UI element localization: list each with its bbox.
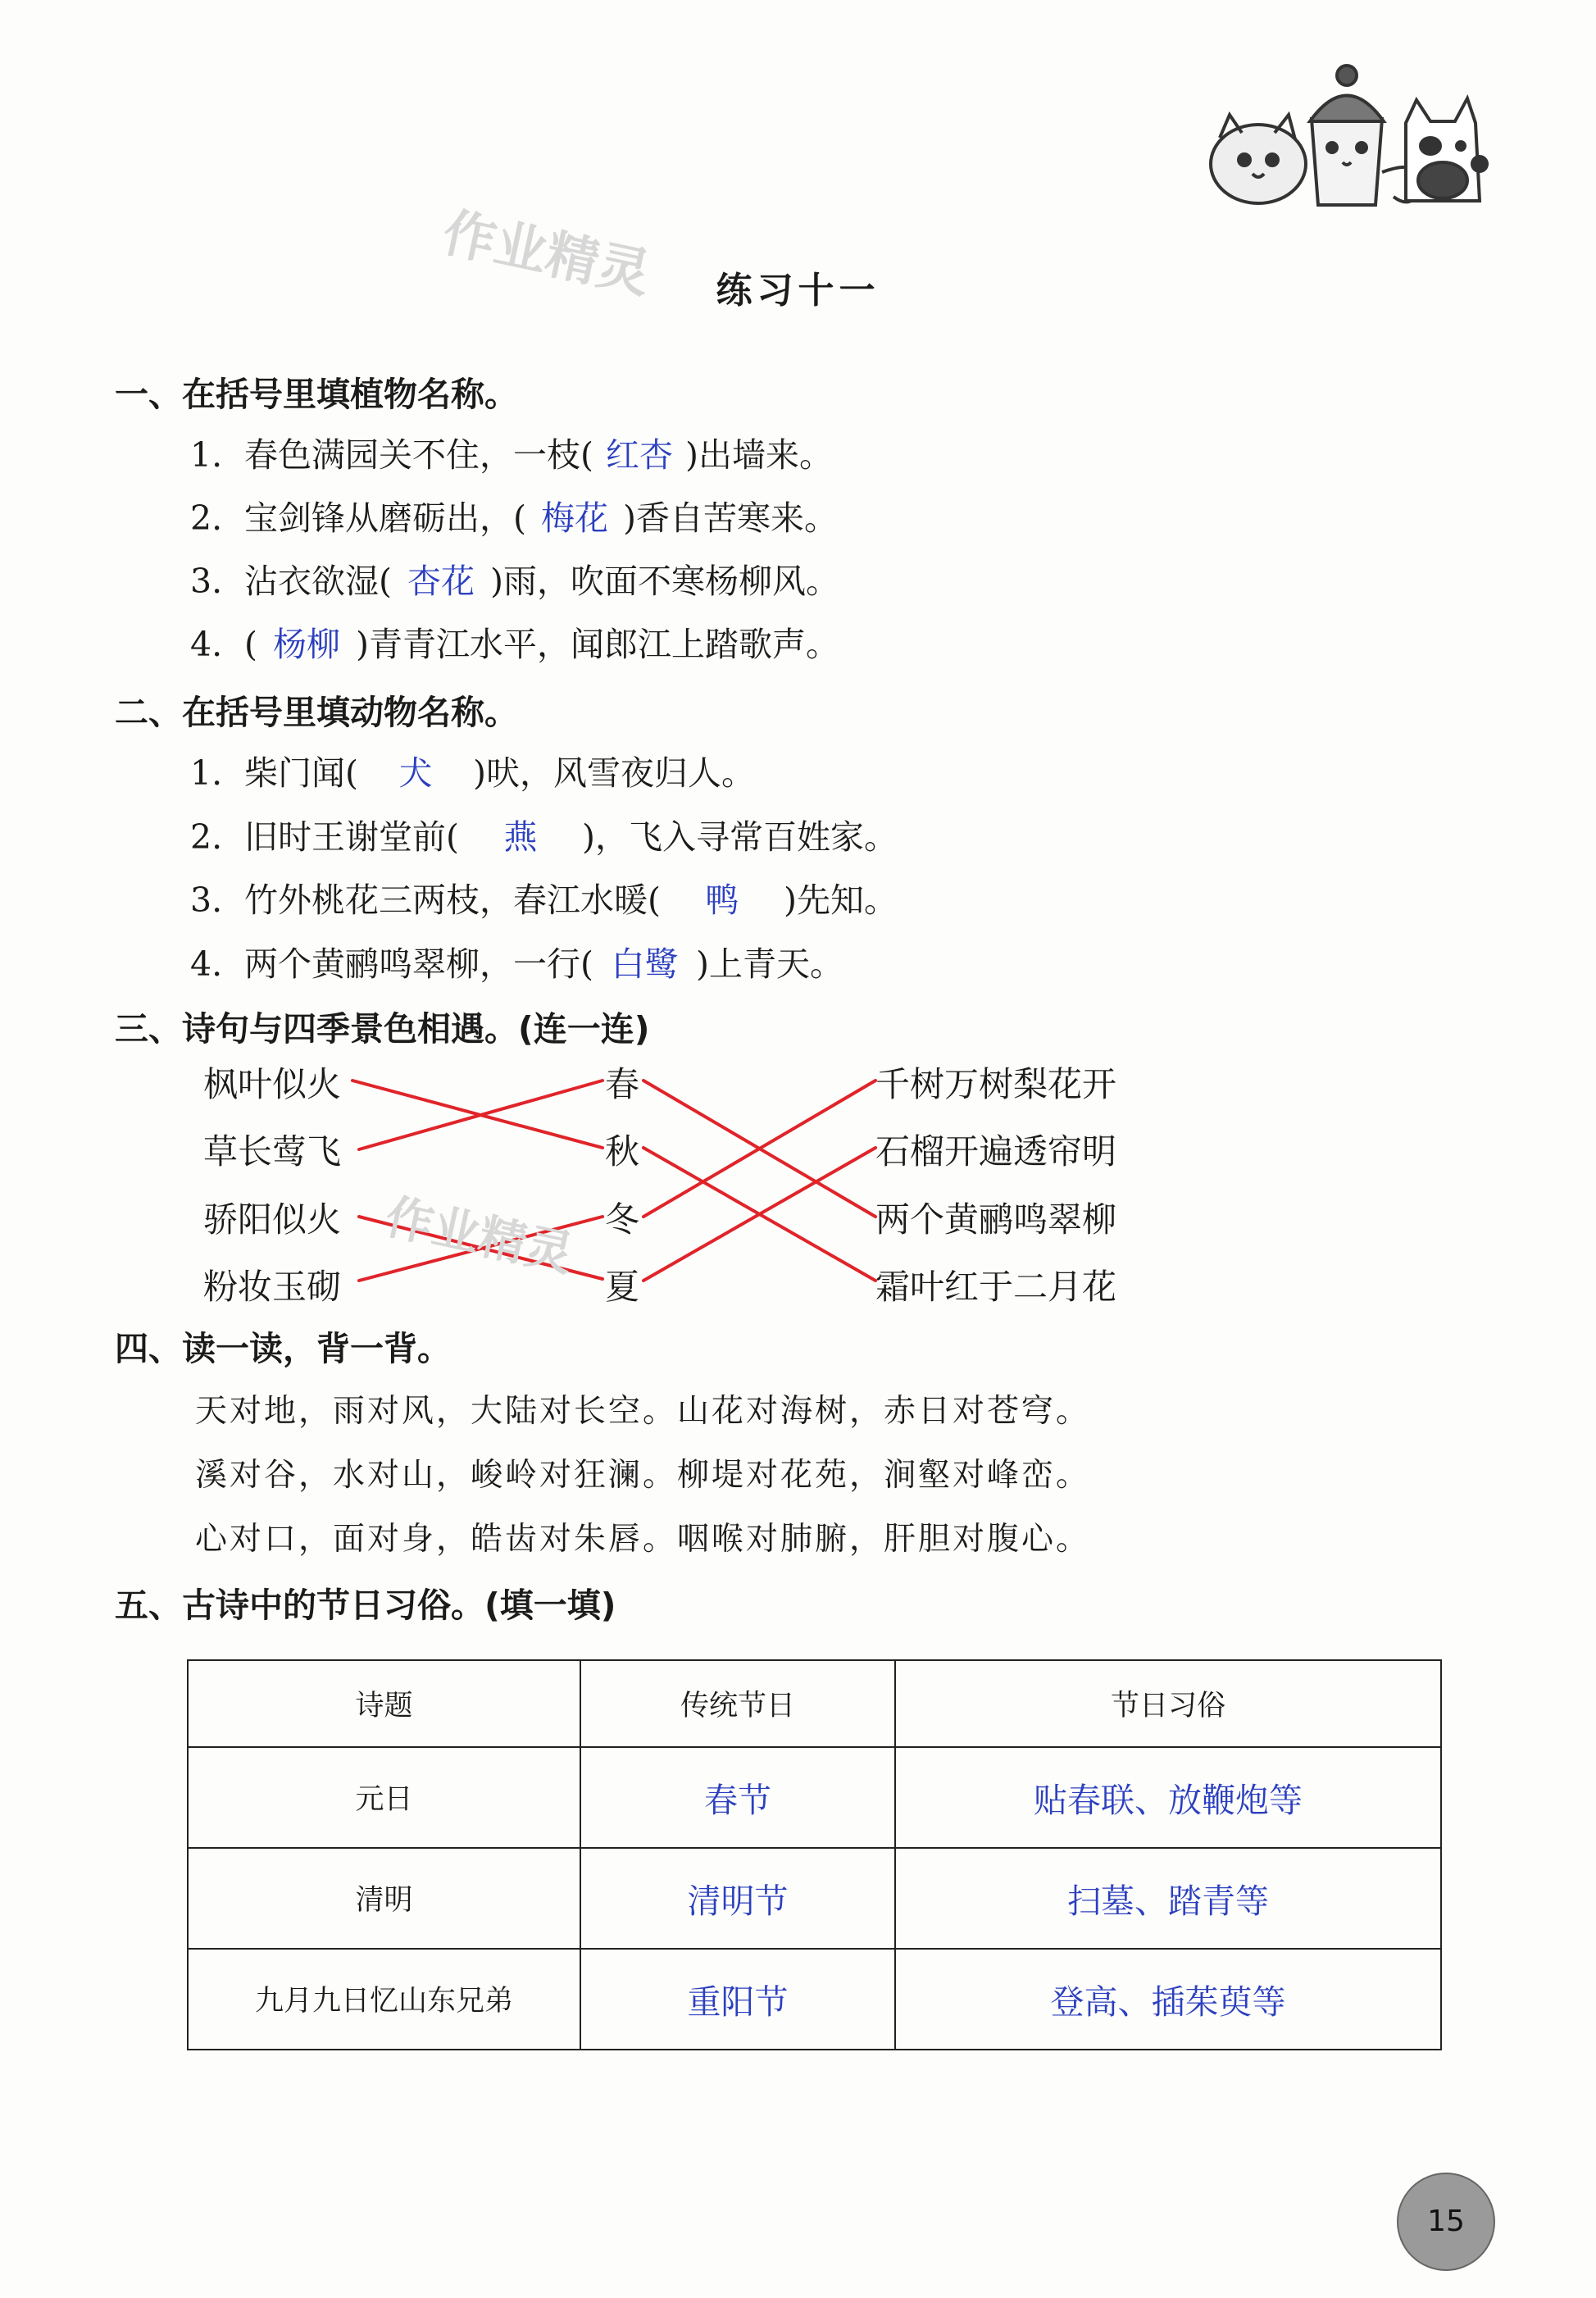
festival-table (187, 1659, 1442, 2050)
table-header-row (188, 1660, 1441, 1747)
answer: 鸭 (705, 881, 739, 920)
poem-cell: 元日 (188, 1747, 580, 1848)
section2-item-3: 3. 竹外桃花三两枝，春江水暖( 鸭 )先知。 (190, 873, 898, 921)
match-right-3: 两个黄鹂鸣翠柳 (875, 1199, 1117, 1240)
watermark: 作业精灵 (437, 202, 656, 306)
page-number-badge: 15 (1397, 2173, 1495, 2271)
answer: 犬 (398, 753, 433, 793)
answer: 梅花 (541, 498, 608, 538)
section2-item-2: 2. 旧时王谢堂前( 燕 )，飞入寻常百姓家。 (190, 810, 898, 858)
section5-heading: 五、古诗中的节日习俗。(填一填) (115, 1586, 616, 1625)
custom-cell: 贴春联、放鞭炮等 (895, 1747, 1441, 1848)
section3-heading: 三、诗句与四季景色相遇。(连一连) (115, 1009, 650, 1049)
custom-cell: 扫墓、踏青等 (895, 1848, 1441, 1949)
match-left-2: 草长莺飞 (203, 1131, 342, 1172)
match-season-spring: 春 (605, 1064, 640, 1104)
match-right-2: 石榴开遍透帘明 (875, 1131, 1117, 1172)
festival-cell: 清明节 (580, 1848, 895, 1949)
match-season-winter: 冬 (605, 1199, 640, 1240)
match-left-3: 骄阳似火 (203, 1199, 342, 1240)
section1-item-2: 2. 宝剑锋从磨砺出，( 梅花 )香自苦寒来。 (190, 491, 838, 539)
table-row (188, 1747, 1441, 1848)
answer: 杨柳 (273, 625, 340, 664)
poem-cell: 清明 (188, 1848, 580, 1949)
answer: 红杏 (606, 435, 673, 475)
festival-cell: 春节 (580, 1747, 895, 1848)
answer: 杏花 (407, 562, 475, 601)
match-season-autumn: 秋 (605, 1131, 640, 1172)
match-right-4: 霜叶红于二月花 (875, 1267, 1117, 1307)
table-row (188, 1848, 1441, 1949)
custom-cell: 登高、插茱萸等 (895, 1949, 1441, 2050)
festival-cell: 重阳节 (580, 1949, 895, 2050)
section2-item-4: 4. 两个黄鹂鸣翠柳，一行( 白鹭 )上青天。 (190, 937, 843, 985)
column-header: 节日习俗 (895, 1660, 1441, 1747)
match-right-1: 千树万树梨花开 (875, 1064, 1117, 1104)
match-left-4: 粉妆玉砌 (203, 1267, 342, 1307)
match-season-summer: 夏 (605, 1267, 640, 1307)
section4-heading: 四、读一读，背一背。 (115, 1329, 451, 1368)
column-header: 诗题 (188, 1660, 580, 1747)
section2-heading: 二、在括号里填动物名称。 (115, 693, 518, 732)
section2-item-1: 1. 柴门闻( 犬 )吠，风雪夜归人。 (190, 746, 755, 794)
section1-item-3: 3. 沾衣欲湿( 杏花 )雨，吹面不寒杨柳风。 (190, 554, 839, 603)
recite-line-2: 溪对谷，水对山，峻岭对狂澜。柳堤对花苑，涧壑对峰峦。 (195, 1457, 1091, 1494)
section1-item-1: 1. 春色满园关不住，一枝( 红杏 )出墙来。 (190, 428, 833, 476)
recite-line-1: 天对地，雨对风，大陆对长空。山花对海树，赤日对苍穹。 (195, 1393, 1091, 1430)
section1-item-4: 4. ( 杨柳 )青青江水平，闻郎江上踏歌声。 (190, 617, 839, 666)
watermark-2: 作业精灵 (380, 1188, 579, 1283)
answer: 燕 (503, 817, 538, 857)
poem-cell: 九月九日忆山东兄弟 (188, 1949, 580, 2050)
section1-heading: 一、在括号里填植物名称。 (115, 375, 518, 414)
page-title: 练习十一 (716, 270, 880, 312)
answer: 白鹭 (611, 944, 679, 984)
column-header: 传统节日 (580, 1660, 895, 1747)
recite-line-3: 心对口，面对身，皓齿对朱唇。咽喉对肺腑，肝胆对腹心。 (195, 1521, 1091, 1558)
match-left-1: 枫叶似火 (203, 1064, 342, 1104)
table-row (188, 1949, 1441, 2050)
